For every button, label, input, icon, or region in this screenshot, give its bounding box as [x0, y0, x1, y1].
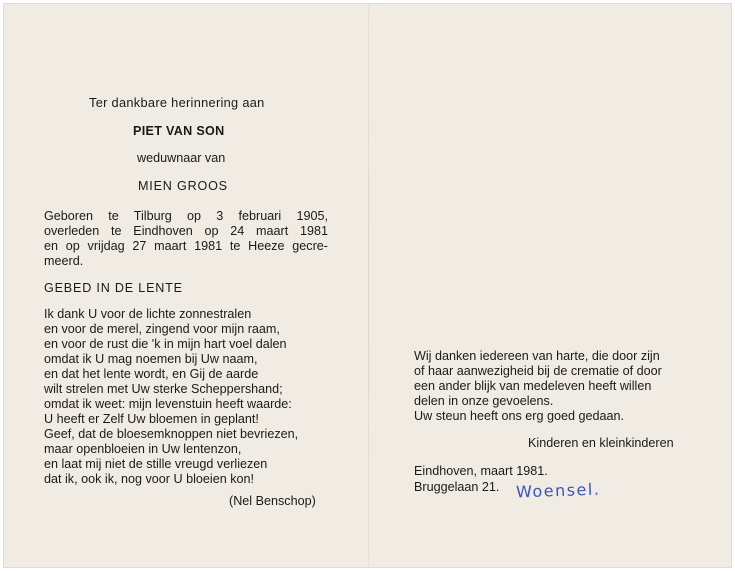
thanks-paragraph: [414, 349, 662, 424]
poem-line: wilt strelen met Uw sterke Scheppershand;: [44, 382, 283, 396]
thanks-line: delen in onze gevoelens.: [414, 394, 554, 408]
bio-paragraph: [44, 209, 328, 269]
intro-line: Ter dankbare herinnering aan: [89, 95, 265, 110]
place-date: Eindhoven, maart 1981.: [414, 464, 548, 478]
poem-author: (Nel Benschop): [229, 494, 316, 508]
poem-title: GEBED IN DE LENTE: [44, 281, 183, 295]
thanks-line: een ander blijk van medeleven heeft willen: [414, 379, 652, 393]
bio-line: meerd.: [44, 254, 84, 268]
poem-line: dat ik, ook ik, nog voor U bloeien kon!: [44, 472, 255, 486]
poem-line: Geef, dat de bloesemknoppen niet bevriezen,: [44, 427, 299, 441]
thanks-line: Wij danken iedereen van harte, die door zijn: [414, 349, 660, 363]
poem-line: en laat mij niet de stille vreugd verliezen: [44, 457, 268, 471]
poem: [44, 307, 298, 487]
address: Bruggelaan 21.: [414, 480, 500, 494]
poem-line: omdat ik U mag noemen bij Uw naam,: [44, 352, 258, 366]
poem-line: omdat ik weet: mijn levenstuin heeft waarde:: [44, 397, 292, 411]
deceased-name: PIET VAN SON: [133, 124, 225, 138]
spouse-name: MIEN GROOS: [138, 179, 228, 193]
relation-line: weduwnaar van: [137, 151, 226, 165]
bio-line: Geboren te Tilburg op 3 februari 1905,: [44, 209, 328, 223]
poem-line: Ik dank U voor de lichte zonnestralen: [44, 307, 252, 321]
poem-line: en voor de merel, zingend voor mijn raam,: [44, 322, 280, 336]
poem-line: en voor de rust die 'k in mijn hart voel dalen: [44, 337, 287, 351]
thanks-line: of haar aanwezigheid bij de crematie of door: [414, 364, 662, 378]
thanks-line: Uw steun heeft ons erg goed gedaan.: [414, 409, 625, 423]
family-line: Kinderen en kleinkinderen: [528, 436, 674, 450]
poem-line: en dat het lente wordt, en Gij de aarde: [44, 367, 259, 381]
card-fold: [368, 4, 369, 567]
poem-line: maar openbloeien in Uw lentenzon,: [44, 442, 242, 456]
poem-line: U heeft er Zelf Uw bloemen in geplant!: [44, 412, 259, 426]
bio-line: en op vrijdag 27 maart 1981 te Heeze gecre-: [44, 239, 328, 253]
handwritten-note: Woensel.: [515, 479, 601, 502]
memorial-card: [4, 4, 731, 567]
bio-line: overleden te Eindhoven op 24 maart 1981: [44, 224, 328, 238]
